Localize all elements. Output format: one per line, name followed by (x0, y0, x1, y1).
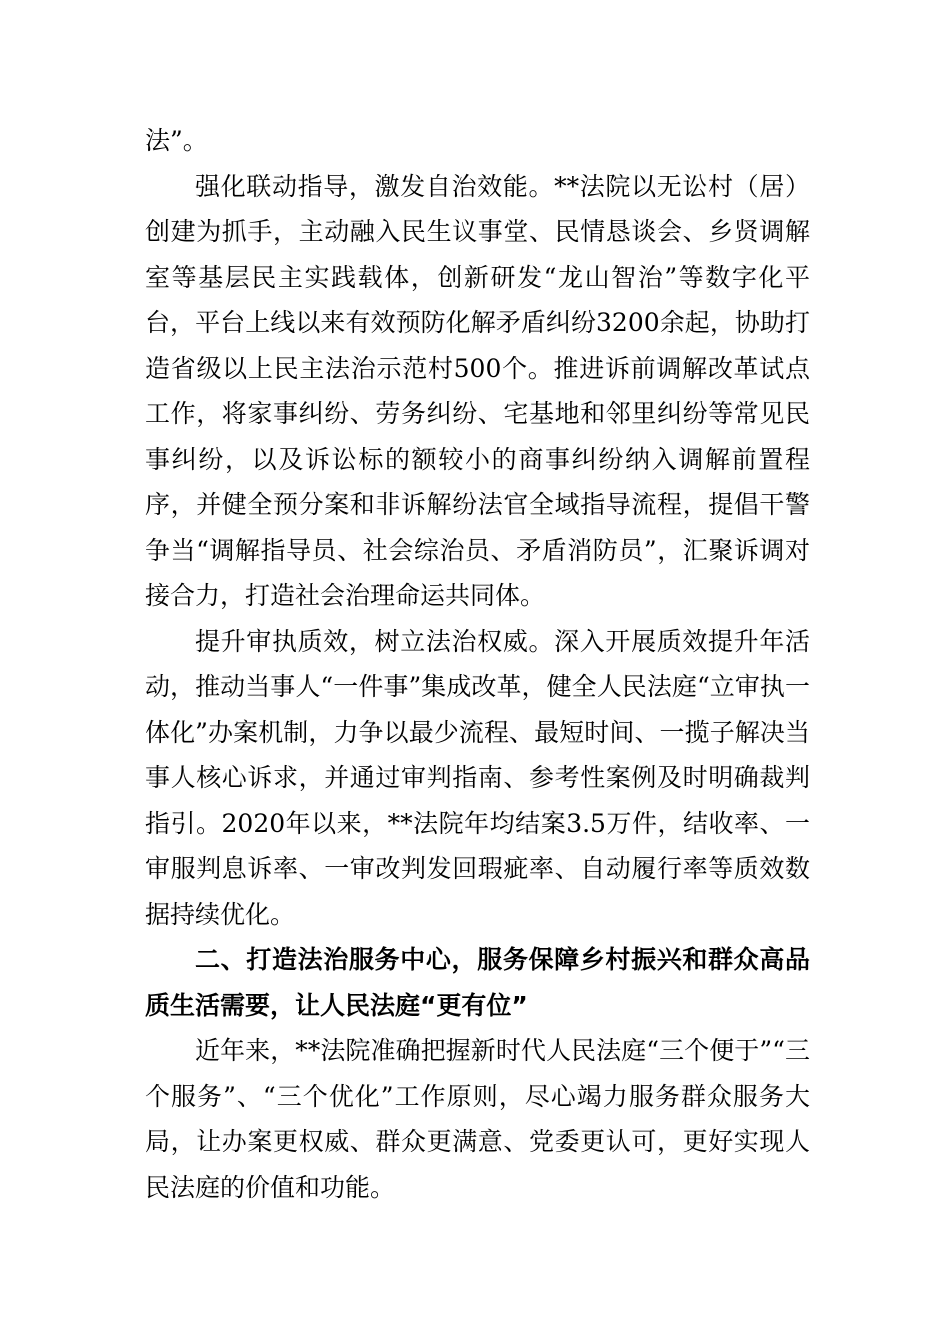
paragraph-jinNianLai: 近年来，**法院准确把握新时代人民法庭“三个便于”“三个服务”、“三个优化”工作原则，尽心竭力服务群众服务大局，让办案更权威、群众更满意、党委更认可，更好实现人民法庭的价值和功能。 (145, 1036, 810, 1202)
section-heading-2: 二、打造法治服务中心，服务保障乡村振兴和群众高品质生活需要，让人民法庭“更有位” (145, 945, 810, 1020)
paragraph-lianDong: 强化联动指导，激发自治效能。**法院以无讼村（居）创建为抓手，主动融入民生议事堂、民情恳谈会、乡贤调解室等基层民主实践载体，创新研发“龙山智治”等数字化平台，平台上线以来有效预防化解矛盾纠纷3200余起，协助打造省级以上民主法治示范村500个。推进诉前调解改革试点工作，将家事纠纷、劳务纠纷、宅基地和邻里纠纷等常见民事纠纷，以及诉讼标的额较小的商事纠纷纳入调解前置程序，并健全预分案和非诉解纷法官全域指导流程，提倡干警争当“调解指导员、社会综治员、矛盾消防员”，汇聚诉调对接合力，打造社会治理命运共同体。 (145, 171, 810, 610)
document-body (145, 118, 810, 1210)
paragraph-continuation: 法”。 (145, 126, 208, 155)
paragraph-shenZhi: 提升审执质效，树立法治权威。深入开展质效提升年活动，推动当事人“一件事”集成改革，健全人民法庭“立审执一体化”办案机制，力争以最少流程、最短时间、一揽子解决当事人核心诉求，并通过审判指南、参考性案例及时明确裁判指引。2020年以来，**法院年均结案3.5万件，结收率、一审服判息诉率、一审改判发回瑕疵率、自动履行率等质效数据持续优化。 (145, 626, 810, 929)
